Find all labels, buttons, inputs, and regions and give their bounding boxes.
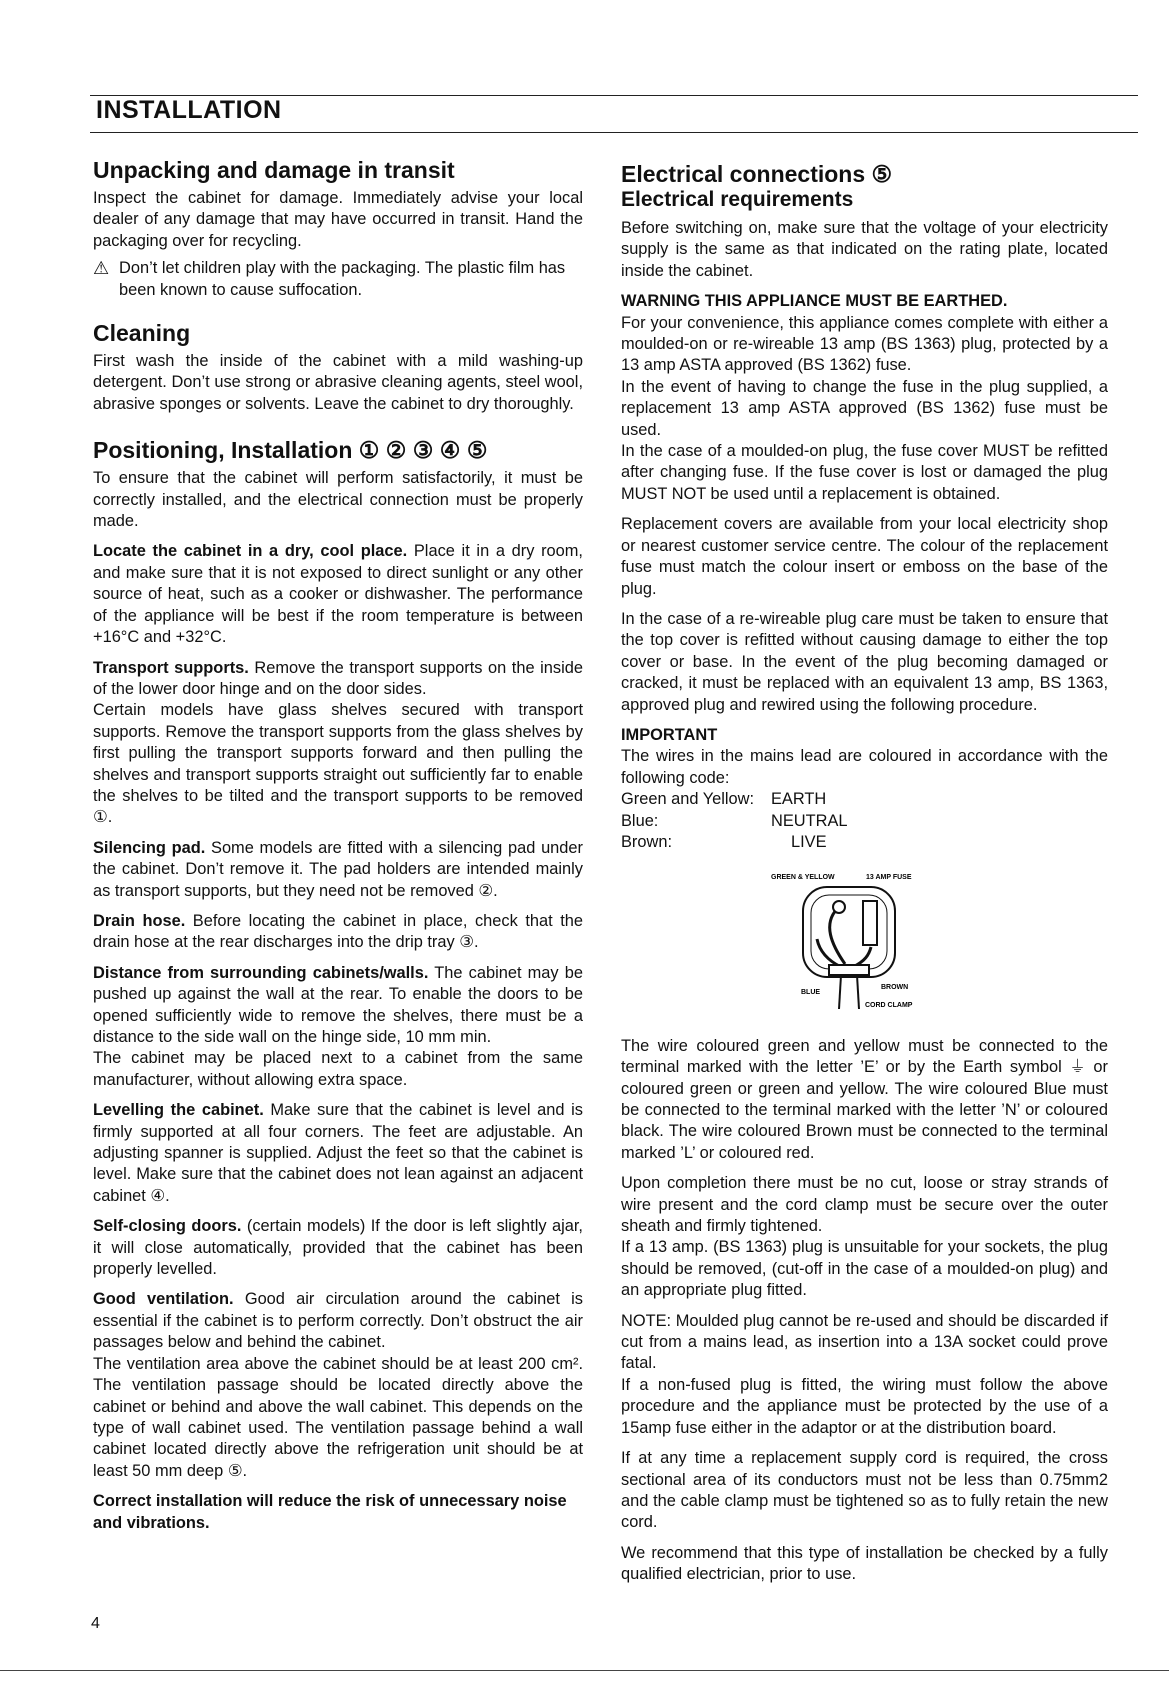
- wire-colour: Green and Yellow:: [621, 790, 755, 809]
- levelling-text: Make sure that the cabinet is level and is firmly supported at all four corners. The feet are adjustable. An adjusting spanner is supplied. Adjust the feet so that the cabinet is level. Make sure that the cabinet does not lean against an adjacent cabinet ④.: [93, 1101, 583, 1205]
- plug-body: [803, 887, 895, 977]
- unsuitable-plug-paragraph: If a 13 amp. (BS 1363) plug is unsuitable for your sockets, the plug should be removed, (cut-off in the case of a moulded-on plug) and an appropriate plug fitted.: [621, 1238, 1108, 1300]
- earth-wire: [830, 909, 845, 964]
- distance-paragraph-2: The cabinet may be placed next to a cabinet from the same manufacturer, without allowing extra space.: [93, 1049, 583, 1089]
- wire-code-table: [621, 789, 1108, 853]
- transport-bold: Transport supports.: [93, 658, 249, 677]
- selfclosing-paragraph: [93, 1216, 583, 1280]
- silencing-bold: Silencing pad.: [93, 838, 206, 857]
- plug-wiring-diagram: [741, 869, 941, 1019]
- page-title: INSTALLATION: [96, 96, 282, 124]
- transport-text: Remove the transport supports on the inside of the lower door hinge and on the door sides.: [93, 658, 583, 698]
- wire-colour: Brown:: [621, 832, 673, 851]
- cord-left: [839, 975, 841, 1009]
- cleaning-text: First wash the inside of the cabinet with a mild washing-up detergent. Don’t use strong or abrasive cleaning agents, steel wool, abrasive sponges or solvents. Leave the cabinet to dry thoroughly.: [93, 352, 583, 413]
- replacement-covers-paragraph: Replacement covers are available from your local electricity shop or nearest customer service centre. The colour of the replacement fuse must match the colour insert or emboss on the base of the plug.: [621, 515, 1108, 598]
- distance-paragraph: [93, 963, 583, 1049]
- ventilation-bold: Good ventilation.: [93, 1290, 234, 1309]
- locate-bold: Locate the cabinet in a dry, cool place.: [93, 542, 408, 561]
- ventilation-paragraph: [93, 1289, 583, 1353]
- unpacking-heading: Unpacking and damage in transit: [93, 157, 455, 183]
- wire-code-row: [621, 811, 1108, 832]
- wire-terminal: NEUTRAL: [771, 811, 848, 830]
- wire-colour: Blue:: [621, 811, 659, 830]
- page-number: 4: [91, 1615, 100, 1632]
- warning-text: Don’t let children play with the packaging. The plastic film has been known to cause suffocation.: [119, 259, 566, 299]
- wire-code-row: [621, 832, 1108, 853]
- levelling-bold: Levelling the cabinet.: [93, 1101, 264, 1120]
- important-label: [621, 725, 1108, 746]
- completion-paragraph: Upon completion there must be no cut, loose or stray strands of wire present and the cord clamp must be secure over the outer sheath and firmly tightened.: [621, 1174, 1108, 1236]
- left-column: [93, 156, 583, 1543]
- right-column: [621, 160, 1108, 1595]
- selfclosing-bold: Self-closing doors.: [93, 1217, 242, 1236]
- cord-clamp: [829, 965, 869, 975]
- fuse: [863, 901, 877, 945]
- plug-label-fuse: 13 AMP FUSE: [866, 874, 912, 882]
- rewireable-plug-paragraph: In the case of a re-wireable plug care must be taken to ensure that the top cover is refitted without causing damage to either the top cover or base. In the event of the plug becoming damaged or cracked, it must be replaced with an equivalent 13 amp, BS 1363, approved plug and rewired using the following procedure.: [621, 609, 1108, 714]
- earthed-warning-bold: WARNING THIS APPLIANCE MUST BE EARTHED.: [621, 292, 1008, 311]
- warning-note: [93, 258, 583, 301]
- levelling-paragraph: [93, 1100, 583, 1207]
- ventilation-paragraph-2: The ventilation area above the cabinet should be at least 200 cm². The ventilation passage should be located directly above the cabinet or behind and above the wall cabinet. This depends on the type of wall cabinet used. The ventilation passage behind a wall cabinet located directly above the refrigeration unit should be at least 50 mm deep ⑤.: [93, 1354, 583, 1480]
- closing-bold: Correct installation will reduce the risk of unnecessary noise and vibrations.: [93, 1492, 567, 1532]
- wire-connection-paragraph: The wire coloured green and yellow must be connected to the terminal marked with the letter ’E’ or by the Earth symbol ⏚ or coloured green or green and yellow. The wire coloured Blue must be connected to the terminal marked with the letter ’N’ or coloured black. The wire coloured Brown must be connected to the terminal marked ’L’ or coloured red.: [621, 1036, 1108, 1162]
- electrical-requirements-heading: Electrical requirements: [621, 188, 854, 211]
- footer-rule: [0, 1670, 1169, 1671]
- silencing-text: Some models are fitted with a silencing pad under the cabinet. Don’t remove it. The pad holders are intended mainly as transport supports, but they need not be removed ②.: [93, 838, 583, 900]
- locate-paragraph: [93, 541, 583, 648]
- earth-terminal: [833, 901, 845, 913]
- electrical-connections-heading: Electrical connections ⑤: [621, 161, 893, 187]
- distance-text: The cabinet may be pushed up against the wall at the rear. To enable the doors to be opened sufficiently wide to remove the shelves, there must be a distance to the side wall on the hinge side, 10 mm min.: [93, 963, 583, 1046]
- recommendation-paragraph: We recommend that this type of installation be checked by a fully qualified electrician, prior to use.: [621, 1543, 1108, 1584]
- transport-paragraph-2: Certain models have glass shelves secured with transport supports. Remove the transport supports from the glass shelves by first pulling the transport supports forward and then pulling the shelves and transport supports straight out sufficiently far to enable the shelves to be tilted and the transport supports to be removed ①.: [93, 701, 583, 827]
- wire-code-intro: The wires in the mains lead are coloured in accordance with the following code:: [621, 747, 1108, 787]
- distance-bold: Distance from surrounding cabinets/walls.: [93, 963, 429, 982]
- selfclosing-text: (certain models) If the door is left slightly ajar, it will close automatically, provided that the cabinet has been properly levelled.: [93, 1217, 583, 1279]
- positioning-intro: To ensure that the cabinet will perform satisfactorily, it must be correctly installed, and the electrical connection must be properly made.: [93, 469, 583, 531]
- silencing-paragraph: [93, 838, 583, 902]
- earthed-warning: [621, 291, 1108, 312]
- moulded-plug-paragraph: In the case of a moulded-on plug, the fuse cover MUST be refitted after changing fuse. If the fuse cover is lost or damaged the plug MUST NOT be used until a replacement is obtained.: [621, 442, 1108, 503]
- plug-label-green-yellow: GREEN & YELLOW: [771, 874, 835, 882]
- plug-label-brown: BROWN: [881, 984, 909, 992]
- locate-text: Place it in a dry room, and make sure that it is not exposed to direct sunlight or any other source of heat, such as a cooker or dishwasher. The performance of the appliance will be best if the room temperature is between +16°C and +32°C.: [93, 542, 583, 647]
- important-bold: IMPORTANT: [621, 725, 718, 744]
- fuse-change-paragraph: In the event of having to change the fuse in the plug supplied, a replacement 13 amp ASTA approved (BS 1362) fuse must be used.: [621, 377, 1108, 439]
- closing-note: [93, 1491, 583, 1534]
- ventilation-text: Good air circulation around the cabinet is essential if the cabinet is to perform correctly. Don’t obstruct the air passages below and behind the cabinet.: [93, 1290, 583, 1352]
- unpacking-text: Inspect the cabinet for damage. Immediately advise your local dealer of any damage that may have occurred in transit. Hand the packaging over for recycling.: [93, 189, 583, 250]
- warning-triangle-icon: ⚠: [93, 258, 110, 279]
- header-rule-bottom: [90, 132, 1138, 133]
- wire-terminal: LIVE: [791, 832, 827, 851]
- drain-text: Before locating the cabinet in place, check that the drain hose at the rear discharges into the drip tray ③.: [93, 911, 583, 952]
- plug-paragraph: For your convenience, this appliance comes complete with either a moulded-on or re-wireable 13 amp (BS 1363) plug, protected by a 13 amp ASTA approved (BS 1362) fuse.: [621, 313, 1108, 375]
- voltage-paragraph: Before switching on, make sure that the voltage of your electricity supply is the same as that indicated on the rating plate, located inside the cabinet.: [621, 219, 1108, 280]
- note-paragraph: NOTE: Moulded plug cannot be re-used and should be discarded if cut from a mains lead, as insertion into a 13A socket could prove fatal.: [621, 1311, 1108, 1373]
- replacement-cord-paragraph: If at any time a replacement supply cord is required, the cross sectional area of its conductors must not be less than 0.75mm2 and the cable clamp must be tightened so as to fully retain the new cord.: [621, 1449, 1108, 1532]
- transport-paragraph: [93, 658, 583, 701]
- cleaning-heading: Cleaning: [93, 320, 191, 347]
- non-fused-plug-paragraph: If a non-fused plug is fitted, the wiring must follow the above procedure and the appliance must be protected by the use of a 15amp fuse either in the adaptor or at the distribution board.: [621, 1375, 1108, 1437]
- drain-paragraph: [93, 911, 583, 954]
- drain-bold: Drain hose.: [93, 911, 186, 930]
- cord-right: [857, 975, 859, 1009]
- wire-code-row: [621, 789, 1108, 810]
- wire-terminal: EARTH: [771, 790, 827, 809]
- plug-label-blue: BLUE: [801, 989, 821, 997]
- plug-label-cord-clamp: CORD CLAMP: [865, 1002, 913, 1010]
- positioning-heading: Positioning, Installation ① ② ③ ④ ⑤: [93, 437, 488, 464]
